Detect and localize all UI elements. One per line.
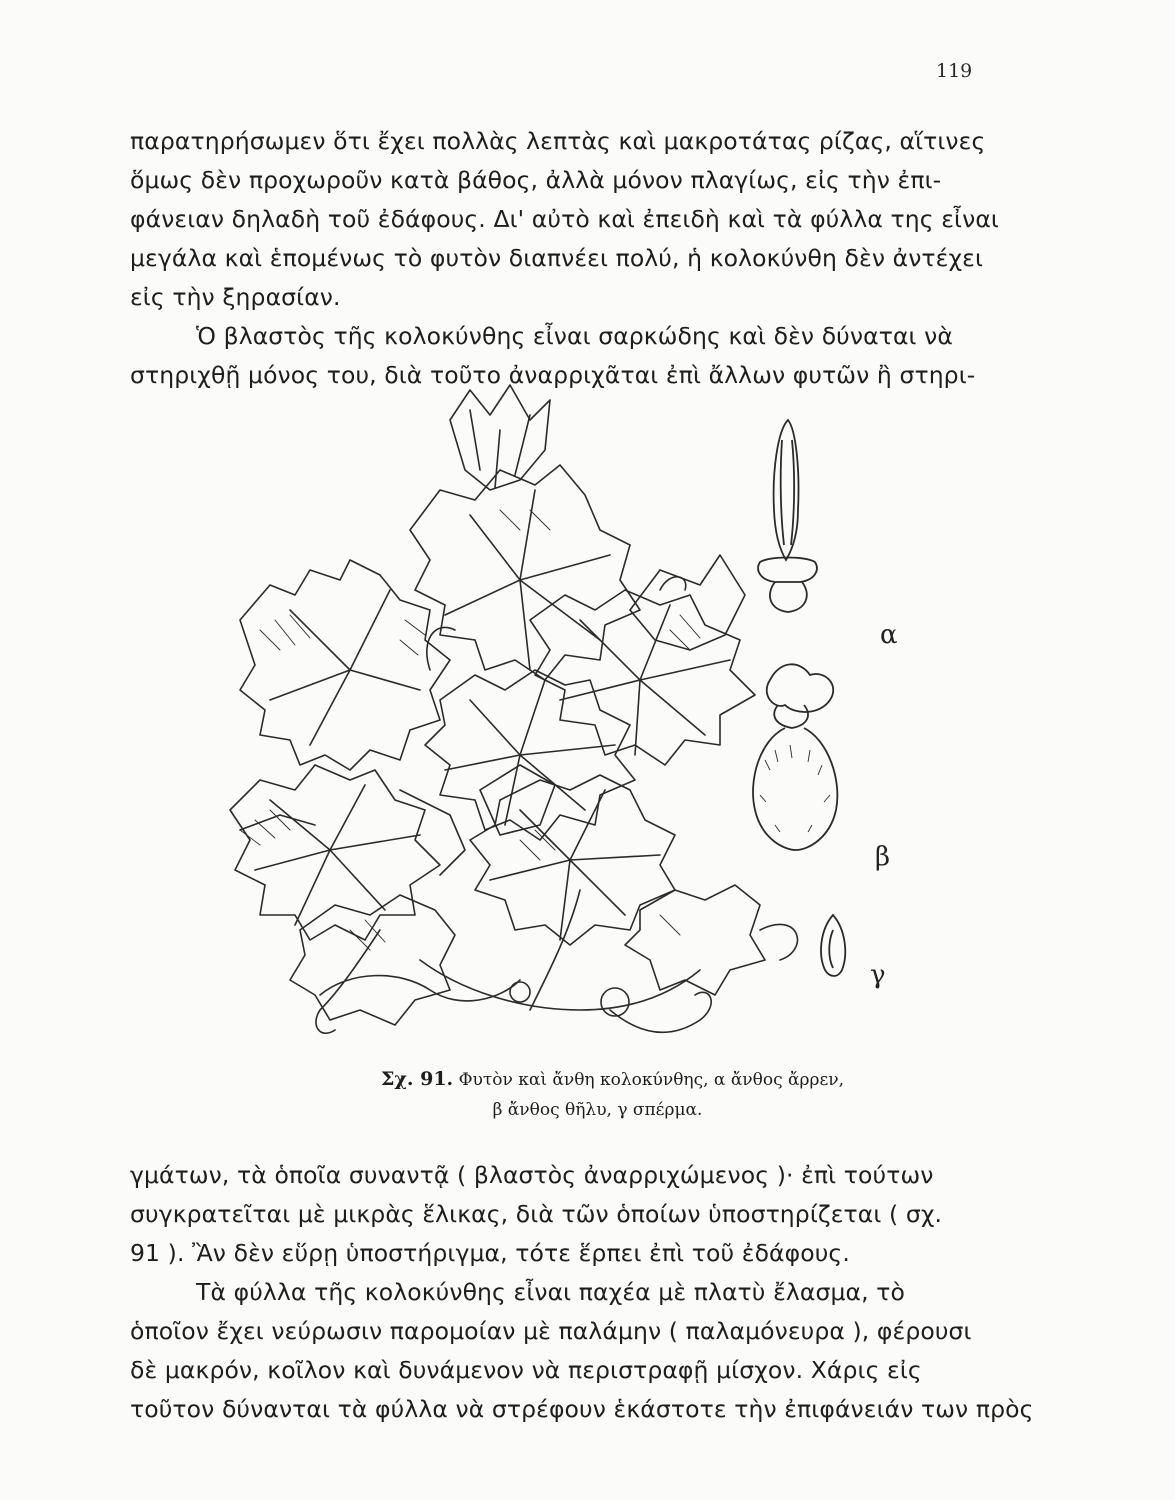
text-line: ὁποῖον ἔχει νεύρωσιν παρομοίαν μὲ παλάμην ( παλαμόνευρα ), φέρουσι [130, 1317, 972, 1345]
text-block-bottom [130, 1156, 1034, 1429]
leaf-shape [530, 590, 755, 765]
text-line: δὲ μακρόν, κοῖλον καὶ δυνάμενον νὰ περιστραφῇ μίσχον. Χάρις εἰς [130, 1356, 922, 1384]
text-line: Ὁ βλαστὸς τῆς κολοκύνθης εἶναι σαρκώδης καὶ δὲν δύναται νὰ [196, 322, 953, 350]
text-line: Τὰ φύλλα τῆς κολοκύνθης εἶναι παχέα μὲ πλατὺ ἔλασμα, τὸ [196, 1278, 905, 1306]
figure-label: Σχ. 91. [380, 1068, 454, 1090]
text-line: γμάτων, τὰ ὁποῖα συναντᾷ ( βλαστὸς ἀναρριχώμενος )· ἐπὶ τούτων [130, 1161, 934, 1189]
seed-drawing [821, 915, 845, 976]
figure-letter-c: γ [870, 960, 886, 990]
leaf-shape [425, 670, 635, 840]
figure-letter-b: β [875, 842, 891, 872]
figure-caption-line1: Φυτὸν καὶ ἄνθη κολοκύνθης, α ἄνθος ἄρρεν, [458, 1070, 845, 1090]
text-line: 91 ). Ἂν δὲν εὕρῃ ὑποστήριγμα, τότε ἕρπει ἐπὶ τοῦ ἐδάφους. [130, 1239, 850, 1267]
text-line: εἰς τὴν ξηρασίαν. [130, 283, 341, 311]
flower-shape [630, 555, 745, 650]
text-line: μεγάλα καὶ ἑπομένως τὸ φυτὸν διαπνέει πολύ, ἡ κολοκύνθη δὲν ἀντέχει [130, 244, 984, 272]
page-number: 119 [936, 60, 973, 82]
figure-letter-a: α [880, 620, 898, 650]
figure-caption [0, 1063, 1175, 1096]
female-flower-drawing [753, 664, 837, 850]
text-line: παρατηρήσωμεν ὅτι ἔχει πολλὰς λεπτὰς καὶ μακροτάτας ρίζας, αἵτινες [130, 127, 986, 155]
text-line: συγκρατεῖται μὲ μικρὰς ἕλικας, διὰ τῶν ὁποίων ὑποστηρίζεται ( σχ. [130, 1200, 943, 1228]
text-line: ὅμως δὲν προχωροῦν κατὰ βάθος, ἀλλὰ μόνον πλαγίως, εἰς τὴν ἐπι- [130, 166, 942, 194]
text-line: φάνειαν δηλαδὴ τοῦ ἐδάφους. Δι' αὐτὸ καὶ ἐπειδὴ καὶ τὰ φύλλα της εἶναι [130, 205, 999, 233]
text-line: στηριχθῇ μόνος του, διὰ τοῦτο ἀναρριχᾶται ἐπὶ ἄλλων φυτῶν ἢ στηρι- [130, 361, 976, 389]
leaf-shape [290, 895, 455, 1025]
leaf-shape [410, 465, 640, 680]
leaf-shape [230, 765, 440, 940]
text-block-top [130, 122, 999, 395]
pumpkin-plant-illustration [200, 370, 960, 1060]
male-flower-drawing [758, 420, 817, 612]
leaf-shape [625, 885, 765, 995]
figure-caption-line2: β ἄνθος θῆλυ, γ σπέρμα. [492, 1100, 703, 1120]
text-line: τοῦτον δύνανται τὰ φύλλα νὰ στρέφουν ἑκάστοτε τὴν ἐπιφάνειάν των πρὸς [130, 1395, 1034, 1423]
